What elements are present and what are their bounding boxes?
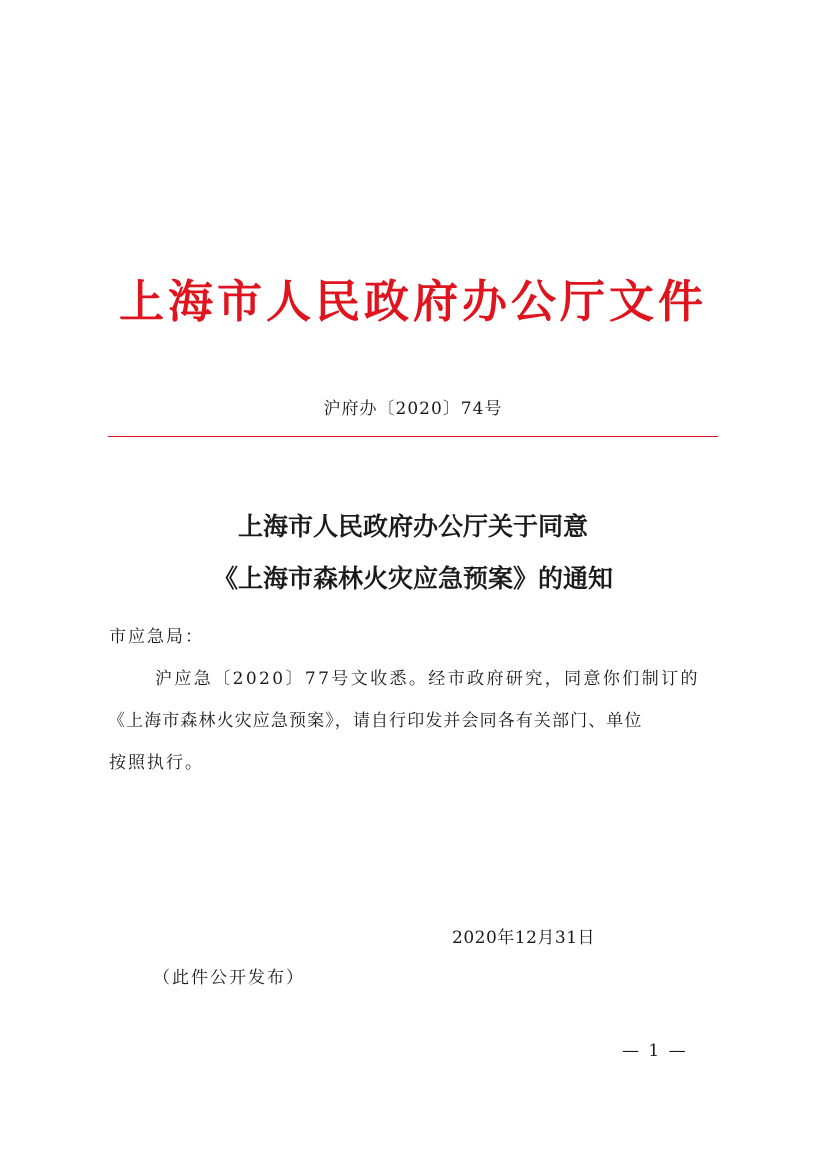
disclosure-note: （此件公开发布）: [153, 968, 305, 988]
document-number: 沪府办〔2020〕74号: [323, 399, 503, 419]
body-paragraph-line-2: 《上海市森林火灾应急预案》，请自行印发并会同各有关部门、单位: [108, 711, 643, 731]
red-separator-line: [108, 436, 718, 437]
masthead-title: 上海市人民政府办公厅文件: [118, 275, 707, 328]
page-number: — 1 —: [622, 1041, 688, 1061]
body-paragraph-line-1: 沪应急〔2020〕77号文收悉。经市政府研究，同意你们制订的: [155, 669, 700, 689]
body-paragraph-line-3: 按照执行。: [109, 753, 204, 773]
notice-title-line-2: 《上海市森林火灾应急预案》的通知: [212, 564, 613, 593]
salutation: 市应急局：: [109, 627, 204, 647]
issue-date: 2020年12月31日: [452, 928, 596, 948]
notice-title-line-1: 上海市人民政府办公厅关于同意: [237, 512, 588, 541]
